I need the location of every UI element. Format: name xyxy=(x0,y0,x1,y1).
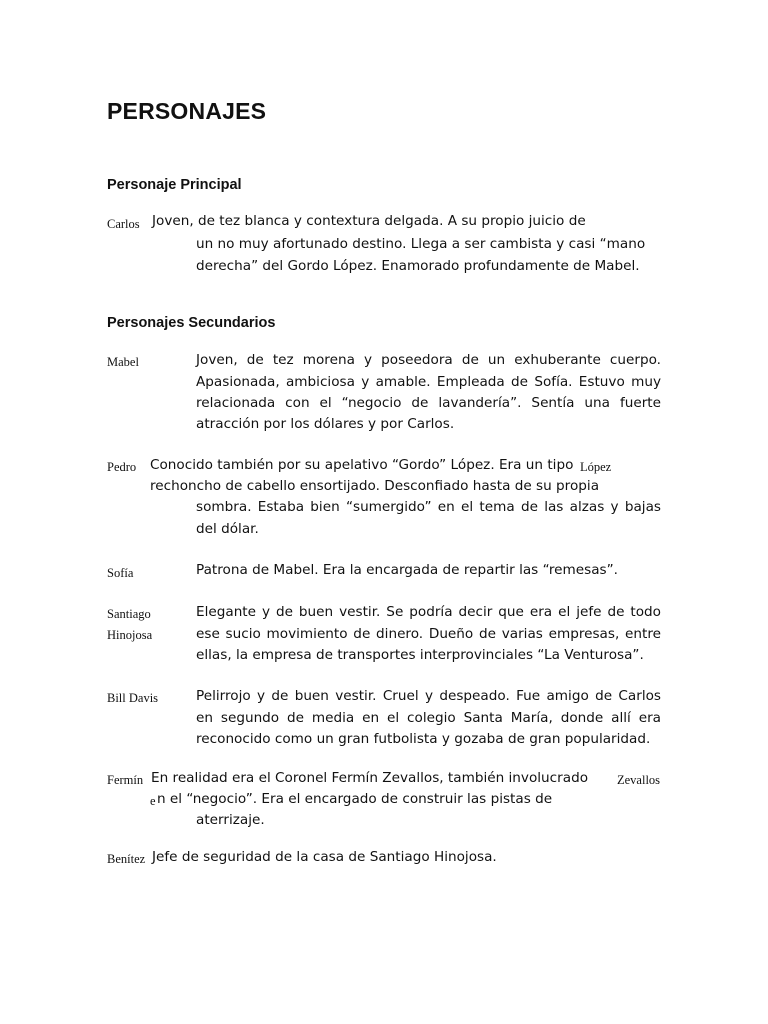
character-name-pedro: Pedro xyxy=(107,460,137,474)
character-text-line: Conocido también por su apelativo “Gordo” López. Era un tipo xyxy=(150,457,574,473)
character-text-line: del dólar. xyxy=(196,521,259,537)
character-text-line: aterrizaje. xyxy=(196,812,265,828)
character-name-fermin-surname: Zevallos xyxy=(617,773,661,787)
character-name-carlos: Carlos xyxy=(107,217,140,231)
character-name-bill-davis: Bill Davis xyxy=(107,691,159,705)
character-name-santiago: Santiago xyxy=(107,607,151,621)
character-text-line: en segundo de media en el colegio Santa María, donde allí era xyxy=(196,710,661,726)
character-text-line: Jefe de seguridad de la casa de Santiago Hinojosa. xyxy=(152,849,497,865)
character-text-line: Pelirrojo y de buen vestir. Cruel y despeado. Fue amigo de Carlos xyxy=(196,688,661,704)
character-text-line: En realidad era el Coronel Fermín Zevallos, también involucrado xyxy=(151,770,589,786)
character-text-line: n el “negocio”. Era el encargado de construir las pistas de xyxy=(157,791,553,807)
section-heading-principal: Personaje Principal xyxy=(107,177,242,193)
page-title: PERSONAJES xyxy=(107,98,267,124)
character-text-line: reconocido como un gran futbolista y gozaba de gran popularidad. xyxy=(196,731,651,747)
character-text-line: Joven, de tez morena y poseedora de un exhuberante cuerpo. xyxy=(196,352,661,368)
character-text-line: rechoncho de cabello ensortijado. Desconfiado hasta de su propia xyxy=(150,478,600,494)
character-name-fermin: Fermín xyxy=(107,773,144,787)
character-text-line: un no muy afortunado destino. Llega a ser cambista y casi “mano xyxy=(196,236,646,252)
section-heading-secundarios: Personajes Secundarios xyxy=(107,315,276,331)
character-name-pedro-surname: López xyxy=(580,460,612,474)
character-text-fragment: e xyxy=(150,794,156,808)
character-text-line: sombra. Estaba bien “sumergido” en el tema de las alzas y bajas xyxy=(196,499,661,515)
character-text-line: Apasionada, ambiciosa y amable. Empleada de Sofía. Estuvo muy xyxy=(196,374,661,390)
character-name-santiago-surname: Hinojosa xyxy=(107,628,153,642)
character-name-sofia: Sofía xyxy=(107,566,134,580)
character-text-line: ellas, la empresa de transportes interprovinciales “La Venturosa”. xyxy=(196,647,644,663)
character-text-line: Joven, de tez blanca y contextura delgada. A su propio juicio de xyxy=(152,213,586,229)
character-name-benitez: Benítez xyxy=(107,852,146,866)
character-text-line: derecha” del Gordo López. Enamorado profundamente de Mabel. xyxy=(196,258,640,274)
character-text-line: Elegante y de buen vestir. Se podría decir que era el jefe de todo xyxy=(196,604,661,620)
character-name-mabel: Mabel xyxy=(107,355,139,369)
character-text-line: atracción por los dólares y por Carlos. xyxy=(196,416,455,432)
character-text-line: ese sucio movimiento de dinero. Dueño de varias empresas, entre xyxy=(196,626,661,642)
character-text-line: relacionada con el “negocio de lavandería”. Sentía una fuerte xyxy=(196,395,661,411)
character-text-line: Patrona de Mabel. Era la encargada de repartir las “remesas”. xyxy=(196,562,618,578)
